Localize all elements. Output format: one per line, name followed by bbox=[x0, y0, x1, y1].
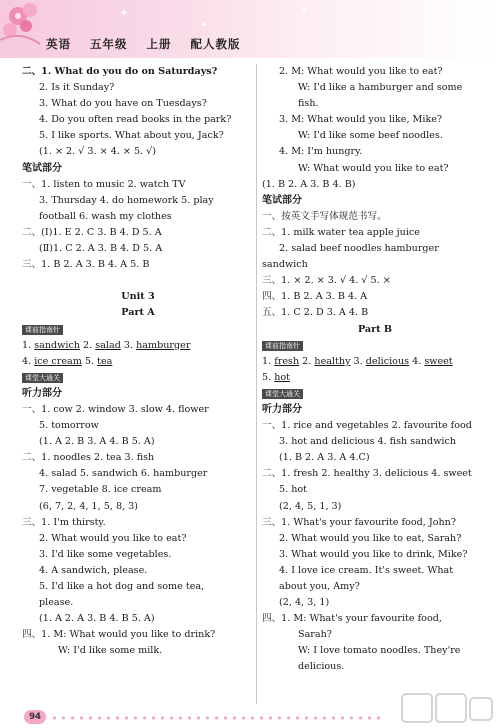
footer-dots-decoration bbox=[50, 715, 380, 721]
answer-line: 二、(Ⅰ)1. E 2. C 3. B 4. D 5. A bbox=[22, 226, 162, 238]
answer-line: 5. I'd like a hot dog and some tea, bbox=[39, 581, 205, 592]
answer-line: 3. M: What would you like, Mike? bbox=[279, 114, 443, 126]
answer-line: 三、1. I'm thirsty. bbox=[22, 516, 106, 528]
answer-line: 三、1. What's your favourite food, John? bbox=[262, 516, 456, 528]
answer-line: 4. M: I'm hungry. bbox=[279, 146, 363, 158]
answer-line: W: I'd like some milk. bbox=[58, 645, 163, 657]
sparkle-icon: ✦ bbox=[300, 6, 309, 17]
sparkle-icon: ✦ bbox=[120, 8, 129, 19]
page-number: 94 bbox=[24, 710, 46, 724]
answer-line: delicious. bbox=[298, 661, 345, 673]
answer-line: 2. What would you like to eat, Sarah? bbox=[279, 532, 462, 544]
watermark-logo-icon bbox=[400, 690, 496, 726]
answer-line: 五、1. C 2. D 3. A 4. B bbox=[262, 307, 369, 319]
answer-line: 3. I'd like some vegetables. bbox=[39, 548, 172, 560]
answer-line: (1. A 2. A 3. B 4. B 5. A) bbox=[39, 613, 155, 625]
answer-line: (1. B 2. A 3. B 4. B) bbox=[262, 178, 356, 190]
answer-line: 一、按英文手写体规范书写。 bbox=[262, 210, 387, 222]
sparkle-icon: ✦ bbox=[200, 20, 209, 31]
answer-line: (1. B 2. A 3. A 4.C) bbox=[279, 452, 370, 464]
answer-line: W: I love tomato noodles. They're bbox=[298, 645, 461, 657]
answer-line: 1. fresh 2. healthy 3. delicious 4. sweet bbox=[262, 355, 453, 367]
answer-line: 2. Is it Sunday? bbox=[39, 82, 115, 94]
section-heading: 听力部分 bbox=[262, 403, 302, 415]
part-heading: Part B bbox=[357, 323, 393, 335]
answer-line: 5. tomorrow bbox=[39, 420, 99, 432]
spacer bbox=[22, 273, 254, 289]
answer-line: 4. Do you often read books in the park? bbox=[39, 114, 232, 126]
grade-label: 五年级 bbox=[90, 37, 128, 51]
answer-line: 四、1. B 2. A 3. B 4. A bbox=[262, 291, 368, 303]
answer-line: 一、1. rice and vegetables 2. favourite food bbox=[262, 420, 472, 432]
answer-line: 5. hot bbox=[262, 371, 291, 383]
section-tag: 课前指南针 bbox=[22, 325, 63, 335]
answer-line: 4. A sandwich, please. bbox=[39, 564, 148, 576]
answer-line: 3. What would you like to drink, Mike? bbox=[279, 548, 468, 560]
answer-line: W: I'd like some beef noodles. bbox=[298, 130, 443, 142]
answer-line: 二、1. noodles 2. tea 3. fish bbox=[22, 452, 155, 464]
answer-line: 3. Thursday 4. do homework 5. play bbox=[39, 194, 214, 206]
answer-line: fish. bbox=[298, 98, 319, 110]
answer-line: 二、1. What do you do on Saturdays? bbox=[22, 66, 218, 77]
answer-line: please. bbox=[39, 597, 74, 609]
answer-line: (1. × 2. √ 3. × 4. × 5. √) bbox=[39, 146, 157, 158]
page-header-band bbox=[0, 0, 500, 58]
answer-line: 4. salad 5. sandwich 6. hamburger bbox=[39, 468, 208, 480]
answer-line: 三、1. × 2. × 3. √ 4. √ 5. × bbox=[262, 275, 391, 287]
section-heading: 笔试部分 bbox=[22, 162, 62, 174]
answer-line: (Ⅱ)1. C 2. A 3. B 4. D 5. A bbox=[39, 243, 163, 255]
answer-line: W: What would you like to eat? bbox=[298, 162, 449, 174]
part-heading: Part A bbox=[121, 307, 155, 319]
answer-line: 二、1. fresh 2. healthy 3. delicious 4. sweet bbox=[262, 468, 472, 480]
section-tag: 课堂大通关 bbox=[262, 389, 303, 399]
unit-heading: Unit 3 bbox=[121, 291, 155, 303]
answer-line: 四、1. M: What's your favourite food, bbox=[262, 613, 442, 625]
answer-line: 7. vegetable 8. ice cream bbox=[39, 484, 162, 496]
section-heading: 听力部分 bbox=[22, 387, 62, 399]
answer-line: (2, 4, 3, 1) bbox=[279, 597, 330, 609]
answer-line: 二、1. milk water tea apple juice bbox=[262, 226, 420, 238]
answer-line: 4. I love ice cream. It's sweet. What bbox=[279, 564, 454, 576]
answer-line: 一、1. cow 2. window 3. slow 4. flower bbox=[22, 403, 209, 415]
subject-label: 英语 bbox=[46, 37, 71, 51]
answer-line: football 6. wash my clothes bbox=[39, 210, 172, 222]
answer-line: Sarah? bbox=[298, 629, 332, 641]
column-divider bbox=[256, 64, 257, 704]
answer-line: 一、1. listen to music 2. watch TV bbox=[22, 178, 186, 190]
answer-line: 3. What do you have on Tuesdays? bbox=[39, 98, 207, 110]
answer-line: W: I'd like a hamburger and some bbox=[298, 82, 463, 94]
answer-line: about you, Amy? bbox=[279, 581, 360, 592]
left-column bbox=[22, 64, 254, 659]
book-title bbox=[46, 36, 255, 52]
answer-line: 2. What would you like to eat? bbox=[39, 532, 187, 544]
answer-line: sandwich bbox=[262, 259, 308, 271]
answer-line: 三、1. B 2. A 3. B 4. A 5. B bbox=[22, 259, 150, 271]
answer-line: (6, 7, 2, 4, 1, 5, 8, 3) bbox=[39, 500, 139, 512]
answer-line: 5. I like sports. What about you, Jack? bbox=[39, 130, 224, 142]
answer-line: 3. hot and delicious 4. fish sandwich bbox=[279, 436, 457, 448]
section-tag: 课前指南针 bbox=[262, 341, 303, 351]
right-column bbox=[262, 64, 488, 676]
section-tag: 课堂大通关 bbox=[22, 373, 63, 383]
answer-line: 4. ice cream 5. tea bbox=[22, 355, 113, 367]
answer-line: (2, 4, 5, 1, 3) bbox=[279, 500, 342, 512]
answer-line: 2. salad beef noodles hamburger bbox=[279, 243, 439, 255]
answer-line: 四、1. M: What would you like to drink? bbox=[22, 629, 216, 641]
answer-line: 1. sandwich 2. salad 3. hamburger bbox=[22, 339, 191, 351]
edition-label: 配人教版 bbox=[190, 37, 241, 51]
volume-label: 上册 bbox=[146, 37, 172, 51]
answer-line: 2. M: What would you like to eat? bbox=[279, 66, 443, 77]
section-heading: 笔试部分 bbox=[262, 194, 302, 206]
answer-line: (1. A 2. B 3. A 4. B 5. A) bbox=[39, 436, 155, 448]
answer-line: 5. hot bbox=[279, 484, 308, 496]
